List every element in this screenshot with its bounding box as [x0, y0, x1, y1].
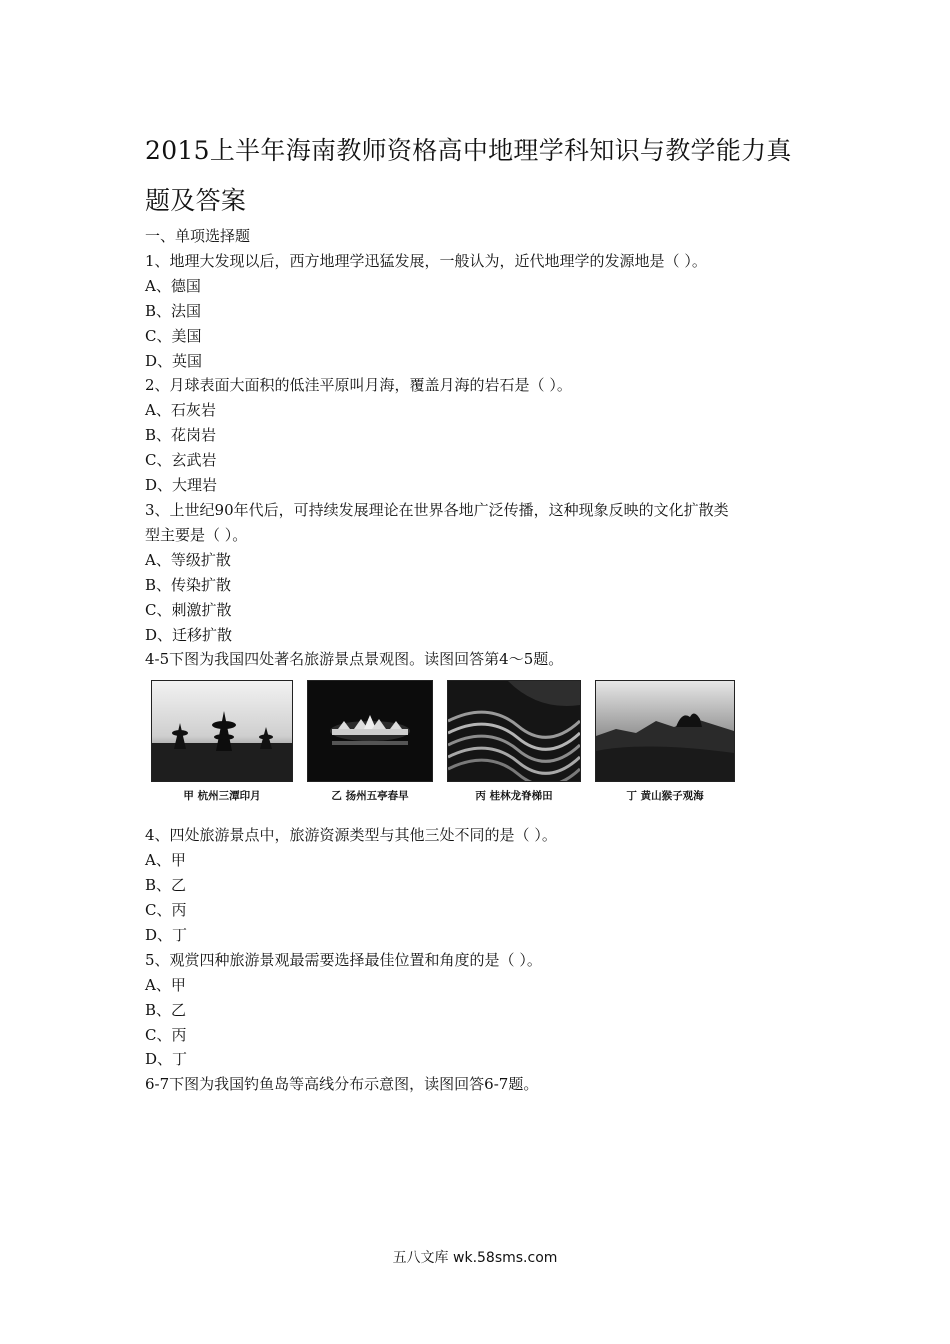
caption-ding: 丁 黄山猴子观海 [626, 790, 704, 803]
figure-yi [307, 680, 433, 803]
question-2-option-c: C、玄武岩 [145, 451, 217, 470]
question-3-stem-line-1: 3、上世纪90年代后，可持续发展理论在世界各地广泛传播，这种现象反映的文化扩散类 [145, 500, 729, 519]
photo-yi-wuting-chunzao [307, 680, 433, 782]
caption-bing: 丙 桂林龙脊梯田 [475, 790, 553, 803]
question-3-stem-line-2: 型主要是（ ）。 [145, 525, 248, 544]
question-6-7-intro: 6-7下图为我国钓鱼岛等高线分布示意图，读图回答6-7题。 [145, 1075, 539, 1094]
document-title-line-2: 题及答案 [145, 186, 247, 215]
document-title-line-1: 2015上半年海南教师资格高中地理学科知识与教学能力真 [145, 136, 792, 165]
question-3-option-b: B、传染扩散 [145, 575, 232, 594]
question-2-option-d: D、大理岩 [145, 476, 218, 495]
question-5-option-b: B、乙 [145, 1000, 187, 1019]
section-heading: 一、单项选择题 [145, 227, 251, 245]
question-2-option-a: A、石灰岩 [145, 401, 216, 420]
question-1-option-a: A、德国 [145, 276, 201, 295]
caption-jia: 甲 杭州三潭印月 [183, 790, 261, 803]
scenic-photo-row [151, 680, 825, 803]
question-1-option-c: C、美国 [145, 326, 202, 345]
photo-ding-huangshan-houzi-guanhai [595, 680, 735, 782]
question-2-stem: 2、月球表面大面积的低洼平原叫月海，覆盖月海的岩石是（ ）。 [145, 376, 572, 395]
question-5-stem: 5、观赏四种旅游景观最需要选择最佳位置和角度的是（ ）。 [145, 950, 542, 969]
document-page [145, 128, 825, 1097]
question-1-option-d: D、英国 [145, 351, 203, 370]
question-5-option-a: A、甲 [145, 975, 186, 994]
footer-watermark: 五八文库 wk.58sms.com [392, 1250, 558, 1266]
question-4-stem: 4、四处旅游景点中，旅游资源类型与其他三处不同的是（ ）。 [145, 826, 557, 845]
question-5-option-c: C、丙 [145, 1025, 187, 1044]
figure-bing [447, 680, 581, 803]
caption-yi: 乙 扬州五亭春早 [331, 790, 409, 803]
question-3-option-a: A、等级扩散 [145, 550, 231, 569]
question-4-5-intro: 4-5下图为我国四处著名旅游景点景观图。读图回答第4～5题。 [145, 650, 564, 669]
question-4-option-d: D、丁 [145, 925, 188, 944]
question-3-option-d: D、迁移扩散 [145, 625, 233, 644]
question-4-option-b: B、乙 [145, 876, 187, 895]
figure-jia [151, 680, 293, 803]
question-4-option-c: C、丙 [145, 901, 187, 920]
question-5-option-d: D、丁 [145, 1050, 188, 1069]
question-2-option-b: B、花岗岩 [145, 426, 217, 445]
photo-jia-santan-yinyue [151, 680, 293, 782]
photo-bing-longji-titian [447, 680, 581, 782]
figure-ding [595, 680, 735, 803]
question-1-option-b: B、法国 [145, 301, 202, 320]
question-3-option-c: C、刺激扩散 [145, 600, 232, 619]
question-1-stem: 1、地理大发现以后，西方地理学迅猛发展，一般认为，近代地理学的发源地是（ ）。 [145, 251, 707, 270]
question-4-option-a: A、甲 [145, 851, 186, 870]
